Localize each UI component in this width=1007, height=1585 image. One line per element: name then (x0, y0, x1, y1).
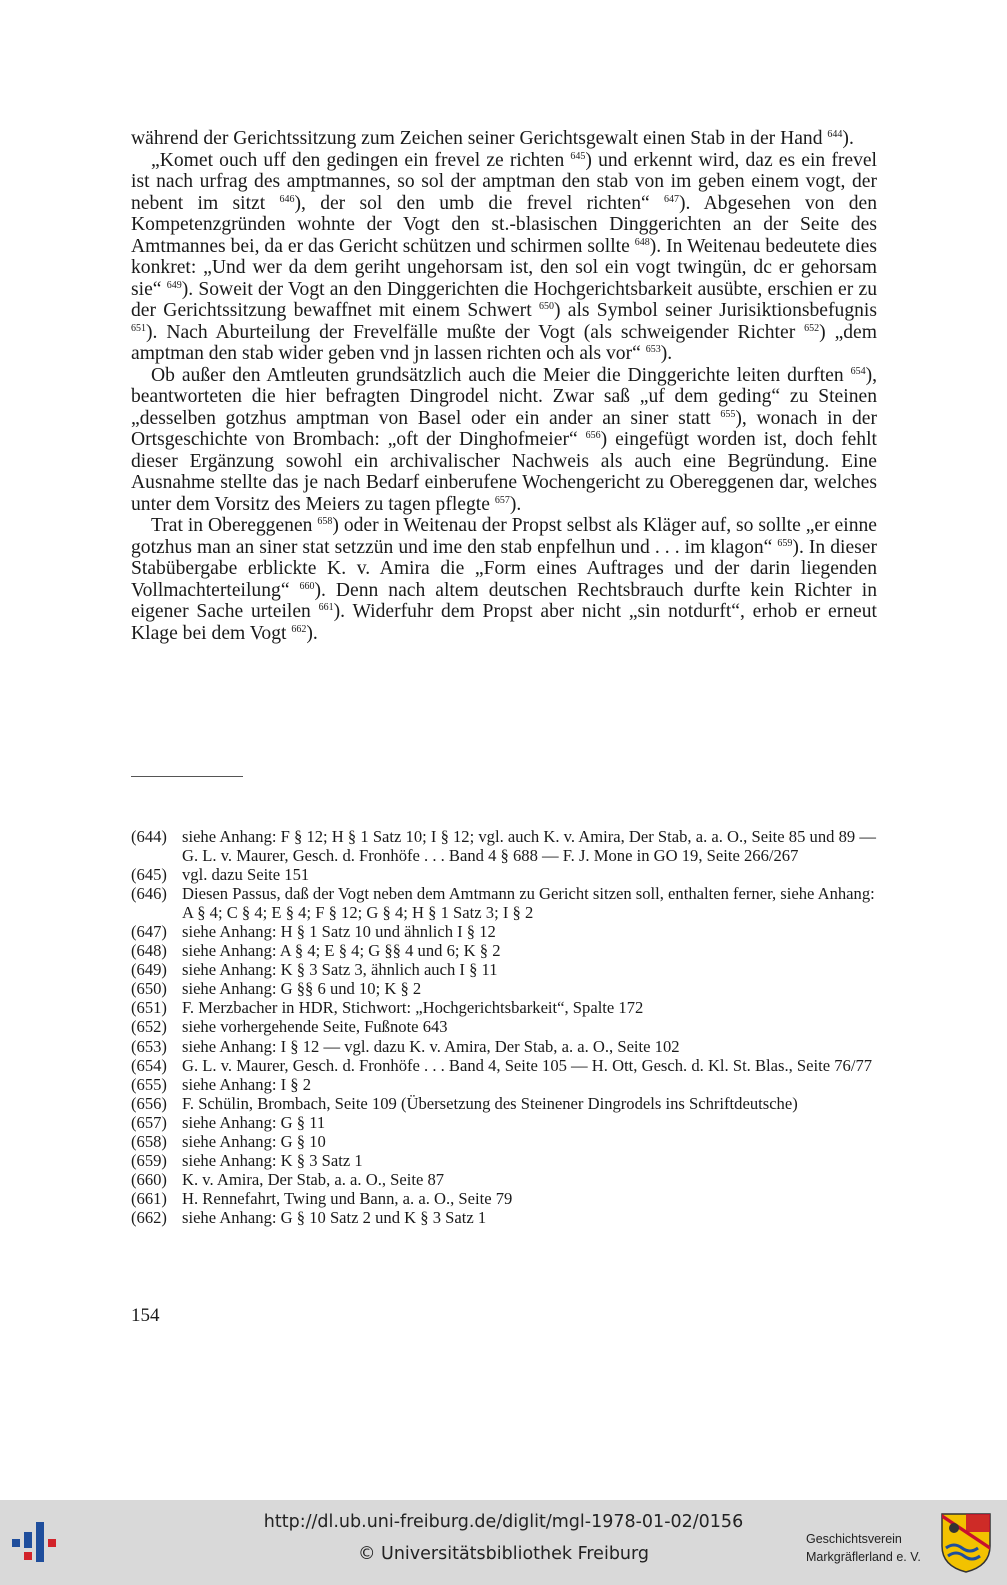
footnote-reference[interactable]: 659 (777, 537, 793, 549)
footnote-number: (654) (131, 1055, 167, 1075)
coat-of-arms-icon[interactable] (940, 1512, 992, 1574)
body-text-run: ), der sol den umb die frevel richten“ (294, 192, 665, 214)
footnote-number: (658) (131, 1131, 167, 1151)
footnote-reference[interactable]: 657 (494, 494, 510, 506)
footnote-text: siehe Anhang: G § 10 Satz 2 und K § 3 Satz 1 (182, 1207, 487, 1227)
body-text-run: ). Denn nach altem deutschen Rechtsbrauch durfte kein Richter in eigener Sache urteilen (131, 579, 878, 622)
footnote-text: Diesen Passus, daß der Vogt neben dem Amtmann zu Gericht sitzen soll, enthalten ferner, siehe Anhang: A § 4; C § 4; E § 4; F § 12; G § 4; H § 1 Satz 3; I § 2 (182, 884, 875, 923)
footnote-number: (662) (131, 1207, 167, 1227)
footnote-text: siehe Anhang: A § 4; E § 4; G §§ 4 und 6; K § 2 (182, 941, 501, 961)
body-text-run: ). (306, 622, 318, 644)
footnote-item (131, 1151, 877, 1170)
body-text-run: ) „dem amptman den stab wider geben vnd jn lassen richten och als vor“ (131, 321, 877, 364)
footnote-number: (649) (131, 960, 167, 980)
society-name[interactable] (806, 1530, 921, 1566)
footnote-reference[interactable]: 649 (166, 279, 182, 291)
footnote-item (131, 827, 877, 865)
footnote-text: siehe Anhang: I § 2 (182, 1074, 312, 1094)
footnote-reference[interactable]: 653 (645, 344, 661, 355)
body-text-run: ). In dieser Stabübergabe erblickte K. v. Amira die „Form eines Auftrages und der darin liegenden Vollmachterteilung“ (131, 536, 877, 601)
footnote-text: vgl. dazu Seite 151 (182, 865, 310, 885)
footnote-reference[interactable]: 662 (291, 623, 307, 635)
body-text-run: ). Widerfuhr dem Propst aber nicht „sin notdurft“, erhob er erneut Klage bei dem Vogt (131, 601, 877, 644)
copyright-text: © Universitätsbibliothek Freiburg (357, 1544, 650, 1564)
footnote-number: (650) (131, 979, 167, 999)
body-text-run: ), wonach in der Ortsgeschichte von Brombach: „oft der Dinghofmeier“ (131, 407, 877, 450)
footnote-separator (131, 776, 243, 777)
body-text-run: „Komet ouch uff den gedingen ein frevel ze richten (151, 149, 571, 171)
footnote-item (131, 1075, 877, 1094)
footnote-text: siehe Anhang: G § 11 (182, 1112, 326, 1132)
footnote-number: (656) (131, 1093, 167, 1113)
footnote-text: F. Schülin, Brombach, Seite 109 (Übersetzung des Steinener Dingrodels ins Schriftdeutsche) (182, 1093, 798, 1113)
footnote-number: (657) (131, 1112, 167, 1132)
footnote-reference[interactable]: 650 (538, 301, 554, 312)
footnote-number: (655) (131, 1074, 167, 1094)
body-text-run: ). In Weitenau bedeutete dies konkret: „Und wer da dem geriht ungehorsam ist, den sol ein vogt twingün, dc er gehorsam sie“ (131, 235, 877, 300)
footnote-number: (646) (131, 884, 167, 904)
body-text-run: ). (509, 493, 522, 515)
body-text-run: ), beantworteten die hier befragten Dingrodel nicht. Zwar saß „uf dem geding“ zu Steinen „desselben gotzhus amptman von Basel oder ein ander an siner statt (131, 364, 877, 429)
footnote-item (131, 998, 877, 1017)
footnote-text: siehe Anhang: K § 3 Satz 1 (182, 1150, 363, 1170)
footnote-item (131, 1094, 877, 1113)
footnote-number: (659) (131, 1150, 167, 1170)
body-text-run: ) eingefügt worden ist, doch fehlt dieser Ergänzung sowohl ein archivalischer Nachweis als auch eine Begründung. Eine Ausnahme stellte das je nach Bedarf einberufene Wochengericht zu Obereggenen dar, welches unter dem Vorsitz des Meiers zu tagen pflegte (131, 429, 877, 515)
footnote-reference[interactable]: 648 (634, 236, 650, 248)
body-text (131, 128, 877, 644)
footnote-item (131, 960, 877, 979)
footnote-item (131, 1037, 877, 1056)
footnote-text: siehe vorhergehende Seite, Fußnote 643 (182, 1017, 448, 1037)
footnote-number: (661) (131, 1188, 167, 1208)
society-line-1: Geschichtsverein (806, 1532, 902, 1546)
body-text-run: Ob außer den Amtleuten grundsätzlich auch die Meier die Dinggerichte leiten durften (151, 364, 851, 386)
footnote-item (131, 884, 877, 922)
footnote-reference[interactable]: 651 (131, 322, 146, 334)
body-paragraph (131, 515, 877, 644)
footnote-text: siehe Anhang: H § 1 Satz 10 und ähnlich I § 12 (182, 922, 496, 942)
footnote-item (131, 922, 877, 941)
body-paragraph (131, 150, 877, 365)
footnote-item (131, 1208, 877, 1227)
footnote-item (131, 979, 877, 998)
body-text-run: ) oder in Weitenau der Propst selbst als Kläger auf, so sollte „er einne gotzhus man an siner stat setzzün und ime den stab enpfelhun und . . . im klagon“ (131, 515, 877, 558)
body-text-run: während der Gerichtssitzung zum Zeichen seiner Gerichtsgewalt einen Stab in der Hand (131, 128, 828, 149)
society-line-2: Markgräflerland e. V. (806, 1550, 921, 1564)
document-url-link[interactable]: http://dl.ub.uni-freiburg.de/diglit/mgl-1978-01-02/0156 (263, 1512, 744, 1532)
body-paragraph (131, 128, 877, 150)
footnote-number: (652) (131, 1017, 167, 1037)
footnote-text: H. Rennefahrt, Twing und Bann, a. a. O., Seite 79 (182, 1188, 513, 1208)
body-text-run: ). Abgesehen von den Kompetenzgründen wohnte der Vogt den st.-blasischen Dinggerichten an der Seite des Amtmannes bei, da er das Gericht schützen und schirmen sollte (131, 192, 877, 257)
body-text-run: ). (660, 343, 673, 364)
footnote-item (131, 1056, 877, 1075)
body-text-run: ) als Symbol seiner Jurisiktionsbefugnis (553, 300, 877, 321)
footnote-reference[interactable]: 647 (664, 193, 680, 205)
footnote-item (131, 1189, 877, 1208)
footnote-item (131, 1170, 877, 1189)
footnote-text: F. Merzbacher in HDR, Stichwort: „Hochgerichtsbarkeit“, Spalte 172 (182, 998, 644, 1018)
body-paragraph (131, 365, 877, 516)
footnote-reference[interactable]: 660 (299, 580, 315, 592)
body-text-run: ) und erkennt wird, daz es ein frevel ist nach urfrag des amptmannes, so sol der amptman den stab von im geben einem vogt, der nebent im sitzt (131, 149, 878, 214)
footnote-reference[interactable]: 655 (720, 408, 736, 420)
footnote-item (131, 1017, 877, 1036)
footnote-number: (647) (131, 922, 167, 942)
footnote-text: siehe Anhang: G §§ 6 und 10; K § 2 (182, 979, 422, 999)
body-text-run: ). Nach Aburteilung der Frevelfälle mußte der Vogt (als schweigender Richter (146, 321, 805, 343)
footnote-number: (651) (131, 998, 167, 1018)
footnote-text: siehe Anhang: I § 12 — vgl. dazu K. v. Amira, Der Stab, a. a. O., Seite 102 (182, 1036, 680, 1056)
footnote-number: (660) (131, 1169, 167, 1189)
footnote-number: (648) (131, 941, 167, 961)
footnote-item (131, 941, 877, 960)
footnote-reference[interactable]: 652 (804, 322, 820, 334)
body-text-run: ). (842, 128, 854, 149)
body-text-run: ). Soweit der Vogt an den Dinggerichten die Hochgerichtsbarkeit ausübte, erschien er zu der Gerichtssitzung bewaffnet mit einem Schwert (131, 278, 877, 321)
footnote-text: siehe Anhang: F § 12; H § 1 Satz 10; I § 12; vgl. auch K. v. Amira, Der Stab, a. a. O., Seite 85 und 89 — G. L. v. Maurer, Gesch. d. Fronhöfe . . . Band 4 § 688 — F. J. Mone in GO 19, Seite 266/267 (182, 827, 876, 866)
footnote-number: (653) (131, 1036, 167, 1056)
footnote-number: (645) (131, 865, 167, 885)
footnote-reference[interactable]: 644 (827, 129, 843, 140)
body-text-run: Trat in Obereggenen (151, 515, 318, 536)
footnote-reference[interactable]: 658 (317, 516, 333, 527)
footnote-text: K. v. Amira, Der Stab, a. a. O., Seite 87 (182, 1169, 445, 1189)
footnote-text: G. L. v. Maurer, Gesch. d. Fronhöfe . . . Band 4, Seite 105 — H. Ott, Gesch. d. Kl. St. Blas., Seite 76/77 (182, 1055, 873, 1075)
footnote-item (131, 865, 877, 884)
footnote-item (131, 1113, 877, 1132)
footnote-reference[interactable]: 661 (318, 602, 334, 613)
footnote-number: (644) (131, 827, 167, 846)
footnote-reference[interactable]: 645 (570, 150, 586, 162)
footer-bar (0, 1500, 1007, 1585)
footnote-text: siehe Anhang: G § 10 (182, 1131, 326, 1151)
footnote-item (131, 1132, 877, 1151)
footnotes (131, 827, 877, 1227)
footnote-reference[interactable]: 646 (279, 193, 295, 205)
footnote-text: siehe Anhang: K § 3 Satz 3, ähnlich auch I § 11 (182, 960, 498, 980)
footnote-reference[interactable]: 654 (850, 365, 866, 377)
page-number: 154 (131, 1305, 160, 1326)
footnote-reference[interactable]: 656 (585, 430, 601, 441)
